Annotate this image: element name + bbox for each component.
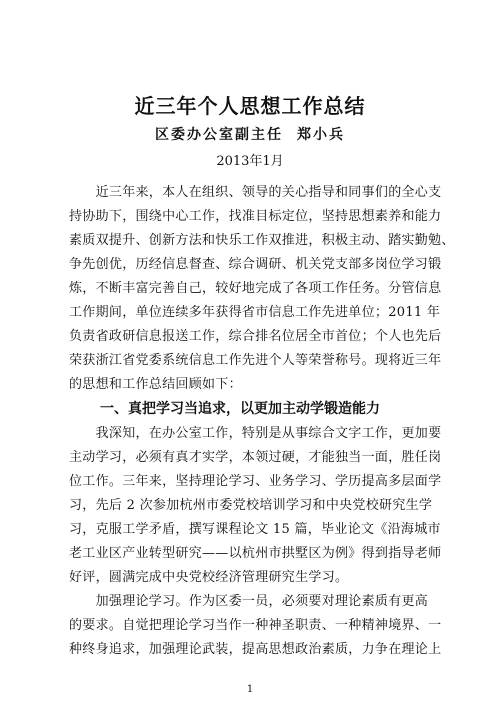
document-date: 2013年1月 [216, 154, 284, 169]
text-line: 习，克服工学矛盾，撰写课程论文 15 篇，毕业论文《沿海城市 [69, 522, 441, 537]
text-line: 争先创优，历经信息督查、综合调研、机关党支部多岗位学习锻 [69, 257, 442, 272]
author-name: 郑小兵 [297, 127, 345, 143]
text-line: 老工业区产业转型研究——以杭州市拱墅区为例》得到指导老师 [69, 546, 442, 561]
text-line: 习，先后 2 次参加杭州市委党校培训学习和中央党校研究生学 [69, 498, 433, 513]
author-line [0, 124, 500, 144]
text-line: 好评，圆满完成中央党校经济管理研究生学习。 [69, 570, 349, 585]
text-line: 近三年来，本人在组织、领导的关心指导和同事们的全心支 [69, 185, 442, 200]
section-heading-1: 一、真把学习当追求，以更加主动学锻造能力 [100, 401, 380, 417]
paragraph-study [69, 422, 442, 590]
text-line: 的要求。自觉把理论学习当作一种神圣职责、一种精神境界、一 [69, 618, 442, 633]
document-title: 近三年个人思想工作总结 [134, 94, 366, 118]
text-line: 加强理论学习。作为区委一员，必须要对理论素质有更高 [69, 594, 429, 609]
paragraph-theory [69, 590, 442, 662]
page-number: 1 [246, 684, 254, 695]
text-line: 主动学习，必须有真才实学，本领过硬，才能独当一面，胜任岗 [69, 450, 442, 465]
text-line: 工作期间，单位连续多年获得省市信息工作先进单位；2011 年 [69, 305, 441, 320]
text-line: 荣获浙江省党委系统信息工作先进个人等荣誉称号。现将近三年 [69, 353, 442, 368]
text-line: 我深知，在办公室工作，特别是从事综合文字工作，更加要 [69, 426, 442, 441]
text-line: 负责省政研信息报送工作，综合排名位居全市首位；个人也先后 [69, 329, 442, 344]
text-line: 的思想和工作总结回顾如下： [69, 377, 242, 392]
text-line: 种终身追求，加强理论武装，提高思想政治素质，力争在理论上 [69, 642, 442, 657]
text-line: 炼，不断丰富完善自己，较好地完成了各项工作任务。分管信息 [69, 281, 442, 296]
paragraph-intro [69, 181, 455, 397]
author-role: 区委办公室副主任 [155, 127, 283, 143]
text-line: 位工作。三年来，坚持理论学习、业务学习、学历提高多层面学 [69, 474, 442, 489]
text-line: 素质双提升、创新方法和快乐工作双推进，积极主动、踏实勤勉、 [69, 233, 455, 248]
text-line: 持协助下，围绕中心工作，找准目标定位，坚持思想素养和能力 [69, 209, 442, 224]
